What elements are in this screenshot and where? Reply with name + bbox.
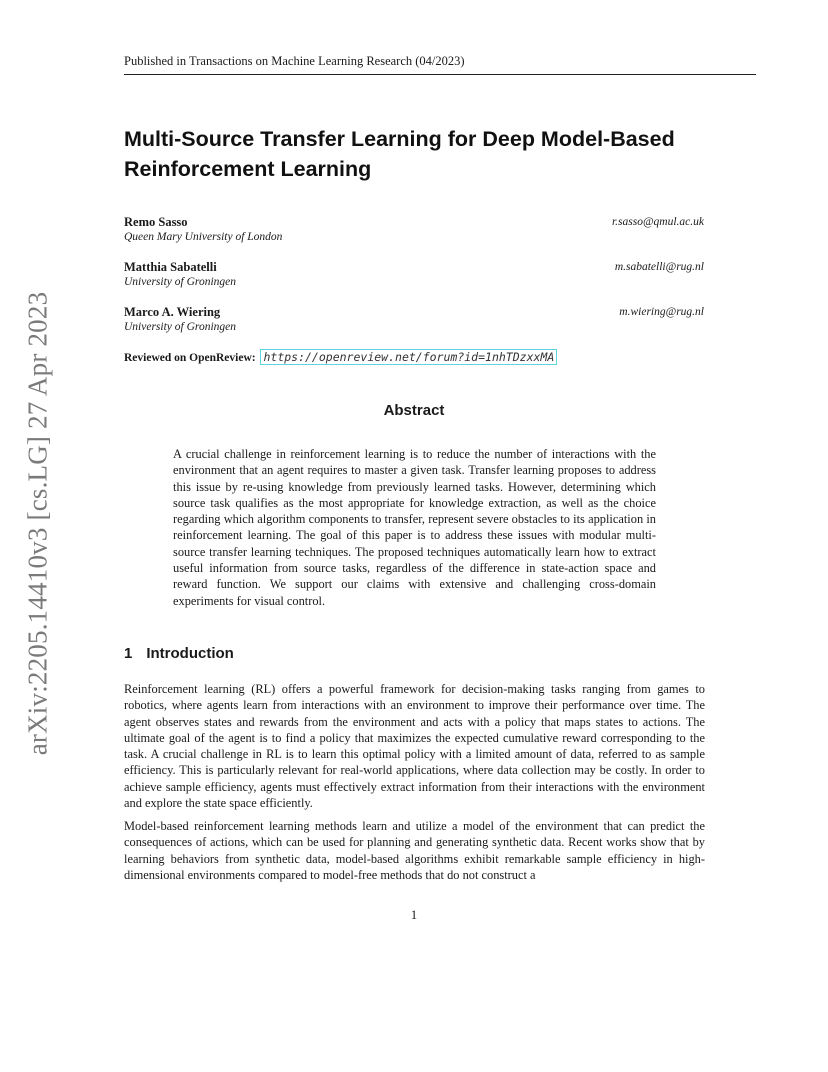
openreview-line <box>124 350 557 364</box>
author-affiliation: University of Groningen <box>124 276 237 288</box>
body-paragraph: Reinforcement learning (RL) offers a powerful framework for decision-making tasks ranging from games to robotics, where agents learn from interactions with an environment to improve their performance over time. The agent observes states and rewards from the environment and acts with a policy that maps states to actions. The ultimate goal of the agent is to find a policy that maximizes the expected cumulative reward corresponding to the task. A crucial challenge in RL is to learn this optimal policy with a limited amount of data, referred to as sample efficiency. This is particularly relevant for real-world applications, where data collection may be costly. In order to achieve sample efficiency, agents must effectively extract information from their interactions with the environment and explore the state space efficiently. <box>124 682 705 811</box>
section-heading <box>124 645 234 662</box>
author-name: Marco A. Wiering <box>124 305 221 319</box>
openreview-link[interactable]: https://openreview.net/forum?id=1nhTDzxxMA <box>260 349 557 365</box>
abstract-text: A crucial challenge in reinforcement learning is to reduce the number of interactions with the environment that an agent requires to master a given task. Transfer learning proposes to address this issue by re-using knowledge from previously learned tasks. However, determining which source task qualifies as the most appropriate for knowledge extraction, as well as the choice regarding which algorithm components to transfer, represent severe obstacles to its application in reinforcement learning. The goal of this paper is to address these issues with modular multi-source transfer learning techniques. The proposed techniques automatically learn how to extract useful information from source tasks, regardless of the difference in state-action space and reward function. We support our claims with extensive and challenging cross-domain experiments for visual control. <box>173 447 656 608</box>
body-paragraph: Model-based reinforcement learning methods learn and utilize a model of the environment that can predict the consequences of actions, which can be used for planning and generating synthetic data. Recent works show that by learning behaviors from synthetic data, model-based algorithms exhibit remarkable sample efficiency in high-dimensional environments compared to model-free methods that do not construct a <box>124 819 705 882</box>
author-affiliation: Queen Mary University of London <box>124 231 283 243</box>
author-email[interactable]: m.wiering@rug.nl <box>619 306 704 318</box>
abstract-heading: Abstract <box>383 402 445 419</box>
arxiv-identifier: arXiv:2205.14410v3 [cs.LG] 27 Apr 2023 <box>22 291 53 755</box>
author-name: Remo Sasso <box>124 215 188 229</box>
author-name: Matthia Sabatelli <box>124 260 217 274</box>
section-title: Introduction <box>146 645 234 662</box>
section-number: 1 <box>124 645 133 662</box>
page-number: 1 <box>410 908 418 922</box>
author-email[interactable]: m.sabatelli@rug.nl <box>614 261 704 273</box>
author-block <box>124 215 704 243</box>
paper-title: Multi-Source Transfer Learning for Deep Model-Based Reinforcement Learning <box>124 127 675 181</box>
openreview-label: Reviewed on OpenReview: <box>124 352 256 364</box>
author-block <box>124 305 704 333</box>
author-block <box>124 260 704 288</box>
author-affiliation: University of Groningen <box>124 321 237 333</box>
arxiv-sidebar-stamp <box>20 288 56 758</box>
author-email[interactable]: r.sasso@qmul.ac.uk <box>611 216 704 228</box>
running-head: Published in Transactions on Machine Learning Research (04/2023) <box>124 54 756 75</box>
